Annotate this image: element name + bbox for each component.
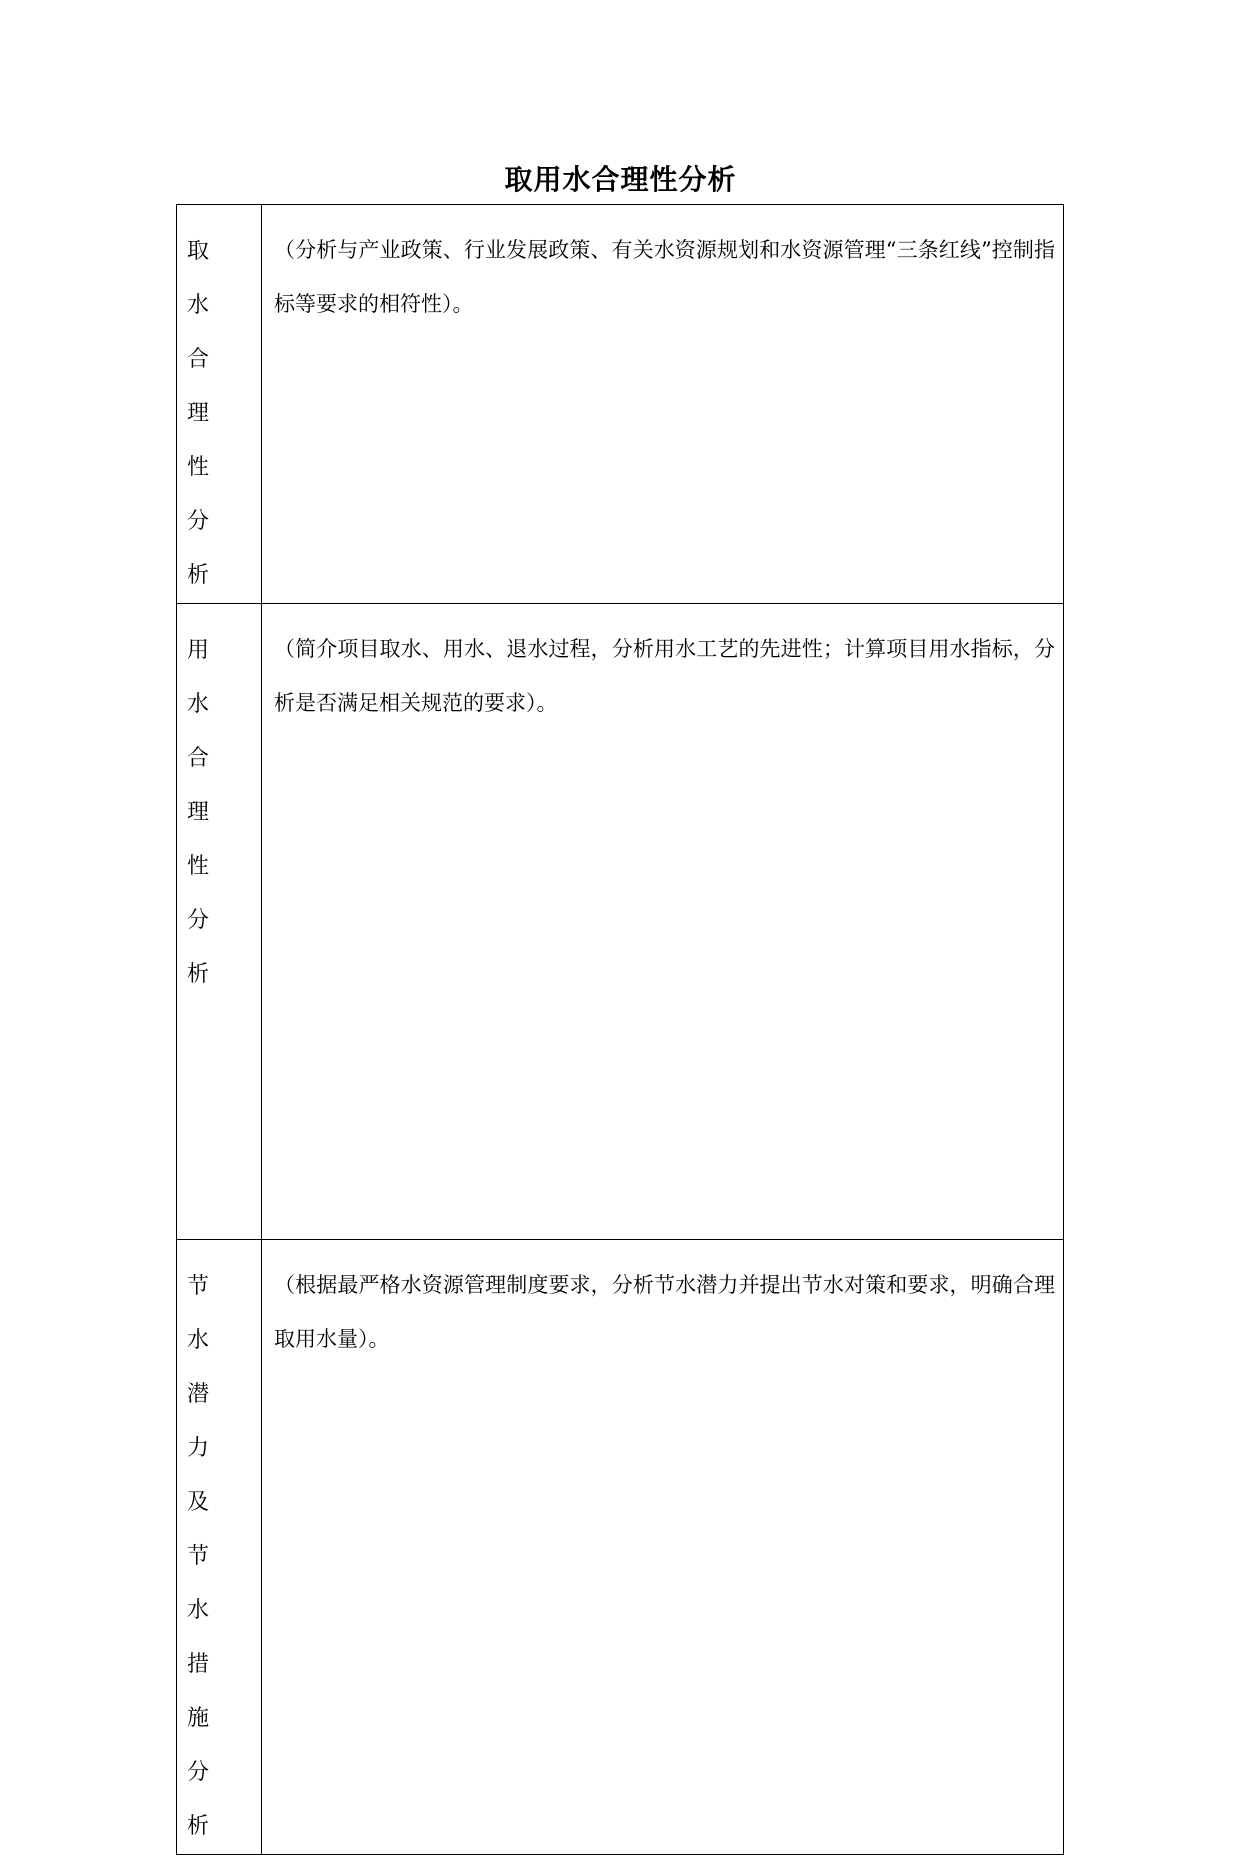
row-content: （简介项目取水、用水、退水过程，分析用水工艺的先进性；计算项目用水指标，分析是否满足相关规范的要求）。	[274, 637, 1055, 715]
row-label-cell	[177, 205, 262, 604]
row-content-cell[interactable]	[262, 1240, 1064, 1855]
row-label-cell	[177, 1240, 262, 1855]
table-row	[177, 205, 1064, 604]
row-content-cell[interactable]	[262, 205, 1064, 604]
row-content: （根据最严格水资源管理制度要求，分析节水潜力并提出节水对策和要求，明确合理取用水量）。	[274, 1273, 1055, 1351]
row-label-cell	[177, 604, 262, 1240]
page-title: 取用水合理性分析	[504, 163, 737, 196]
row-content: （分析与产业政策、行业发展政策、有关水资源规划和水资源管理“三条红线”控制指标等要求的相符性）。	[274, 238, 1055, 316]
row-label: 取水合理性分析	[187, 239, 231, 588]
table-row	[177, 1240, 1064, 1855]
row-content-cell[interactable]	[262, 604, 1064, 1240]
row-label: 用水合理性分析	[187, 638, 231, 987]
analysis-table	[176, 204, 1064, 1855]
table-row	[177, 604, 1064, 1240]
row-label: 节水潜力及节水措施分析	[187, 1274, 231, 1839]
